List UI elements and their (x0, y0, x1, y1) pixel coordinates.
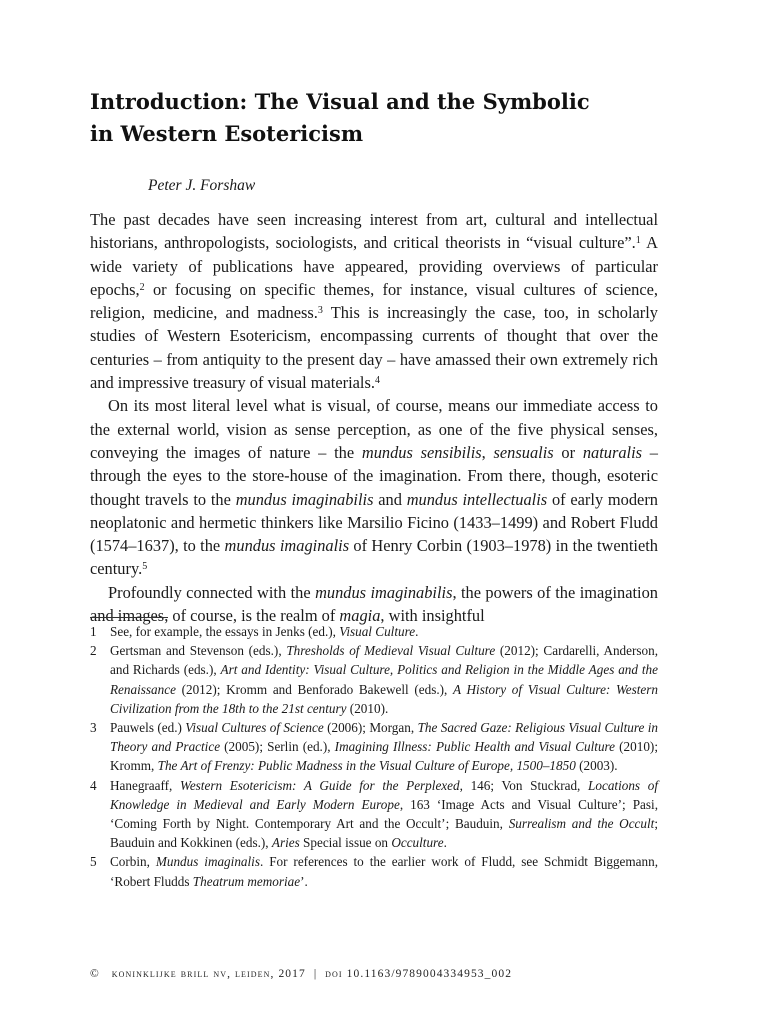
text-run: . (415, 624, 419, 639)
text-run: The past decades have seen increasing interest from art, cultural and intellectual historians, anthropologists, sociologists, and critical theorists in “visual culture”. (90, 210, 658, 253)
footnote-4 (90, 776, 658, 853)
text-run: (2012); Cardarelli, Anderson, and Richards (eds.), (110, 643, 659, 678)
text-run: (2010). (346, 700, 389, 716)
text-run: , 146; Von Stuckrad, (459, 777, 589, 793)
paragraph-1 (90, 208, 658, 394)
italic-term: magia (339, 606, 381, 626)
chapter-title-line-2: in Western Esotericism (90, 121, 364, 146)
footnote-ref-1[interactable]: 1 (635, 235, 641, 247)
italic-title: The Art of Frenzy: Public Madness in the Visual Culture of Europe, 1500–1850 (157, 758, 576, 774)
footnote-ref-4[interactable]: 4 (374, 375, 380, 387)
italic-term: sensualis (493, 442, 554, 462)
author-name: Peter J. Forshaw (148, 177, 256, 194)
italic-title: Theatrum memoriae (192, 873, 301, 889)
text-run: ; Bauduin and Kokkinen (eds.), (110, 816, 658, 851)
publisher-line: koninklijke brill nv, leiden, 2017 (111, 968, 306, 980)
footnote-text (110, 622, 658, 641)
chapter-title-line-1: Introduction: The Visual and the Symbolic (90, 89, 590, 114)
footnote-number: 2 (90, 643, 97, 659)
text-run: Gertsman and Stevenson (eds.), (110, 643, 287, 659)
text-run: (2010); Kromm, (110, 739, 658, 774)
italic-title: A History of Visual Culture: Western Civilization from the 18th to the 21st century (110, 681, 658, 716)
footnote-ref-3[interactable]: 3 (317, 305, 323, 317)
italic-title: Art and Identity: Visual Culture, Politics and Religion in the Middle Ages and the Renaissance (110, 662, 658, 697)
footnote-3 (90, 718, 658, 776)
page-footer (90, 966, 690, 982)
text-run: (2005); Serlin (ed.), (220, 739, 335, 755)
italic-term: mundus imaginabilis (315, 582, 453, 602)
text-run: of early modern neoplatonic and hermetic thinkers like Marsilio Ficino (1433–1499) and Robert Fludd (1574–1637), to the (90, 489, 658, 556)
italic-title: Visual Culture (339, 624, 416, 639)
text-run: On its most literal level what is visual, of course, means our immediate access to the external world, vision as sense perception, as one of the five physical senses, conveying the images of nature – the (90, 396, 658, 462)
text-run: and (373, 489, 407, 509)
footnote-number: 4 (90, 777, 97, 793)
footnote-number: 5 (90, 854, 97, 870)
text-run: , 163 ‘Image Acts and Visual Culture’; Pasi, ‘Coming Forth by Night. Contemporary Art and the Occult’; Bauduin, (110, 796, 658, 832)
copyright-icon: © (90, 968, 100, 980)
footnote-text (110, 641, 658, 718)
italic-title: Western Esotericism: A Guide for the Perplexed (180, 777, 460, 793)
text-run: Hanegraaff, (110, 777, 181, 793)
text-run: ’. (300, 873, 308, 889)
text-run: , the powers of the imagination and images, of course, is the realm of (90, 582, 659, 626)
text-run: , with insightful (380, 606, 485, 626)
italic-term: naturalis (582, 442, 643, 462)
text-run: Corbin, (110, 854, 156, 870)
text-run: or (553, 442, 583, 462)
italic-title: Surrealism and the Occult (508, 816, 655, 832)
text-run: Profoundly connected with the (108, 582, 316, 602)
paragraph-3 (90, 581, 658, 628)
text-run: (2012); Kromm and Benforado Bakewell (eds.), (175, 681, 454, 697)
text-run: . For references to the earlier work of Fludd, see Schmidt Biggemann, ‘Robert Fludds (110, 854, 658, 889)
footnote-text (110, 776, 658, 853)
doi-link[interactable]: doi 10.1163/9789004334953_002 (325, 968, 513, 980)
italic-term: mundus intellectualis (406, 489, 548, 509)
text-run: – through the eyes to the store-house of the imagination. From there, though, esoteric thought travels to the (90, 442, 658, 509)
text-run: or focusing on specific themes, for instance, visual cultures of science, religion, medicine, and madness. (90, 279, 658, 323)
text-run: of Henry Corbin (1903–1978) in the twentieth century. (90, 536, 658, 579)
italic-title: Visual Cultures of Science (185, 720, 324, 736)
italic-title: Aries (271, 835, 300, 851)
footnote-ref-5[interactable]: 5 (142, 561, 148, 573)
footnote-2 (90, 641, 658, 718)
italic-term: mundus sensibilis (361, 442, 482, 462)
text-run: A wide variety of publications have appeared, providing overviews of particular epochs, (90, 233, 658, 299)
paragraph-2 (90, 394, 658, 580)
text-run: This is increasingly the case, too, in scholarly studies of Western Esotericism, encompassing currents of thought that over the centuries – from antiquity to the present day – have amassed their own extremely rich and impressive treasury of visual materials. (90, 303, 658, 393)
footnote-1 (90, 622, 658, 641)
footnote-divider (90, 617, 168, 618)
italic-title: Locations of Knowledge in Medieval and Early Modern Europe (110, 777, 658, 812)
text-run: See, for example, the essays in Jenks (ed.), (110, 624, 340, 639)
footnote-ref-2[interactable]: 2 (139, 281, 145, 293)
italic-term: mundus imaginalis (224, 536, 350, 556)
footnote-text (110, 718, 658, 776)
body-text (90, 208, 658, 627)
chapter-title (90, 86, 690, 150)
footnote-text (110, 852, 658, 890)
italic-title: Occulture (391, 835, 444, 851)
italic-title: The Sacred Gaze: Religious Visual Culture in Theory and Practice (110, 720, 659, 755)
italic-term: mundus imaginabilis (235, 489, 374, 509)
italic-title: Imagining Illness: Public Health and Visual Culture (334, 739, 616, 755)
text-run: Pauwels (ed.) (110, 720, 186, 736)
text-run: Special issue on (299, 835, 392, 851)
footnote-5 (90, 852, 658, 890)
text-run: (2003). (575, 758, 618, 774)
footnote-number: 1 (90, 624, 97, 639)
italic-title: Mundus imaginalis (155, 854, 260, 870)
text-run: . (443, 835, 447, 851)
footnote-number: 3 (90, 720, 97, 736)
footer-separator: | (313, 968, 318, 980)
text-run: , (481, 442, 494, 462)
italic-title: Thresholds of Medieval Visual Culture (286, 643, 496, 659)
text-run: (2006); Morgan, (323, 720, 418, 736)
footnotes (90, 622, 658, 891)
